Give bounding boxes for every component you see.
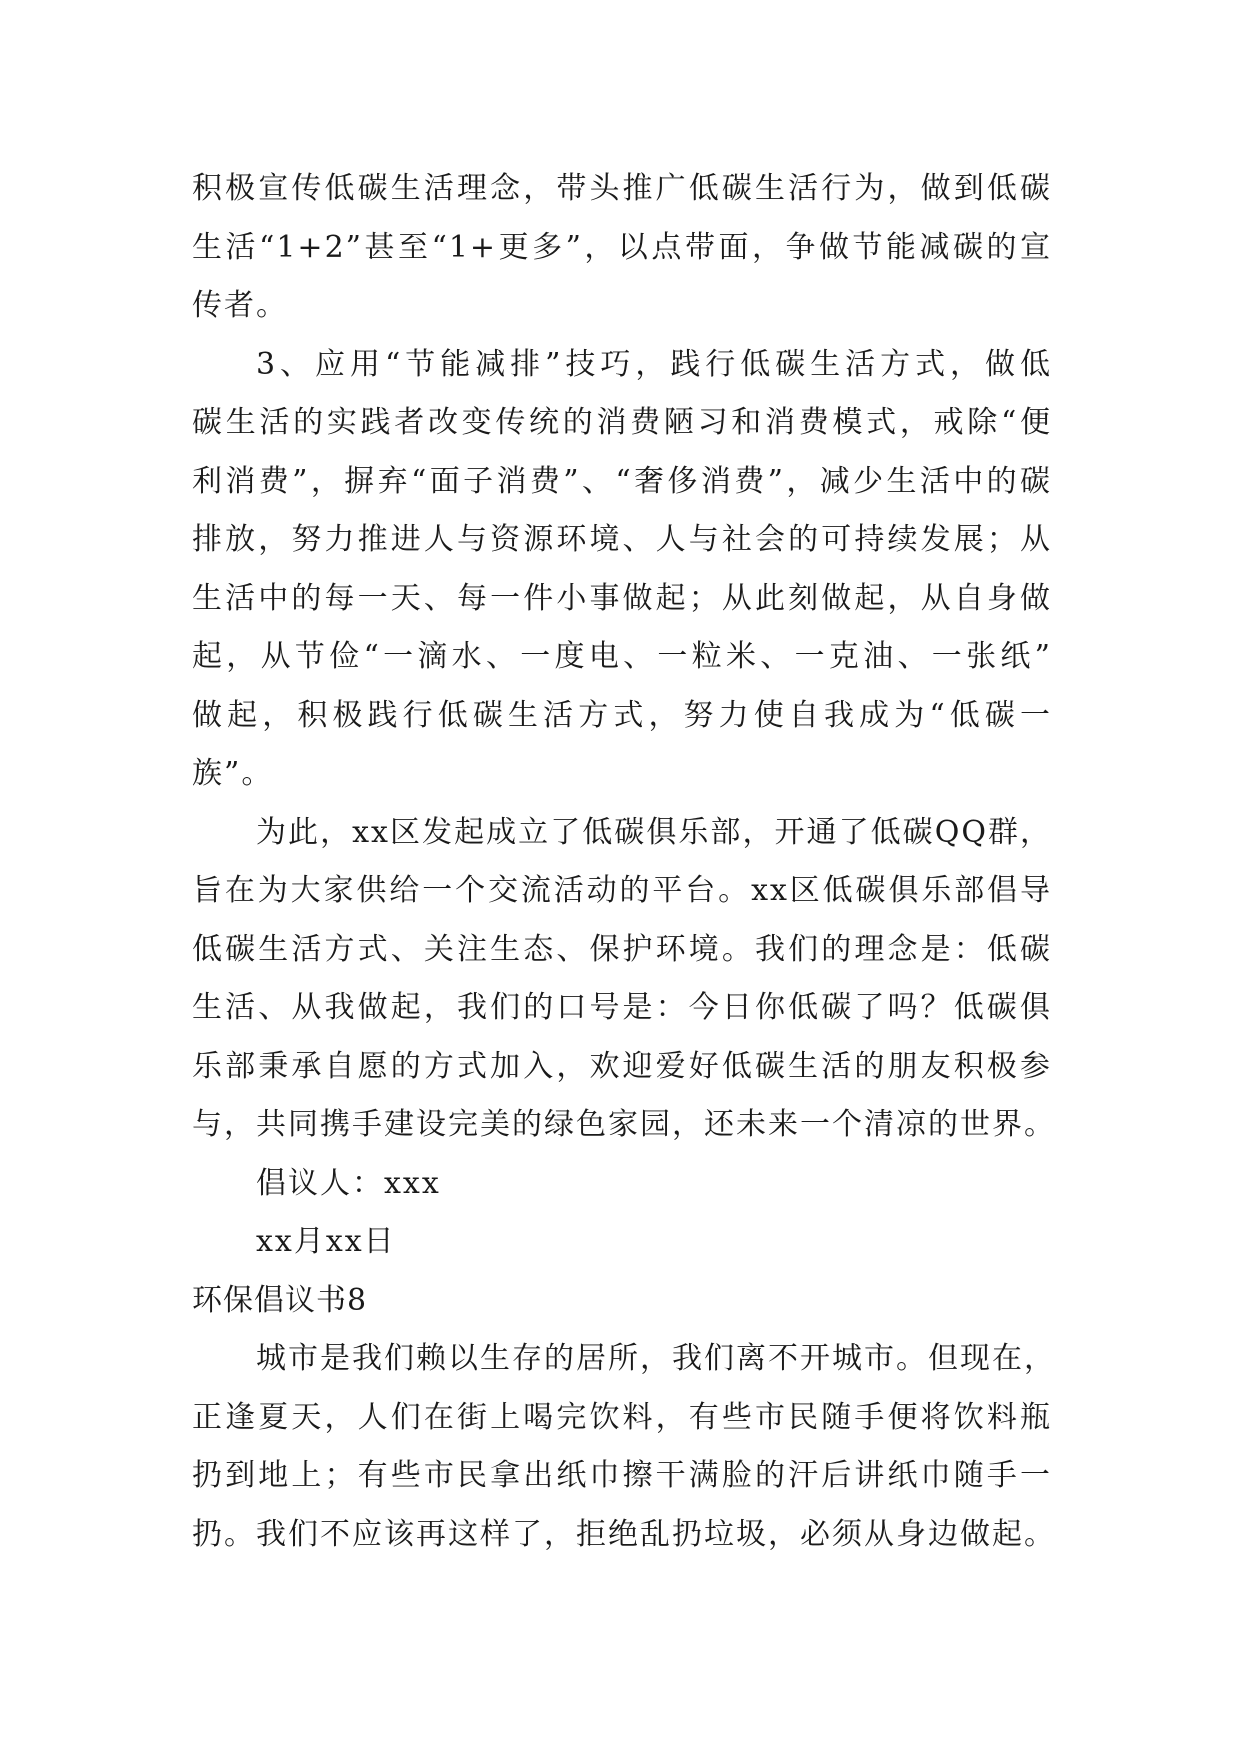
- text-line: 乐部秉承自愿的方式加入，欢迎爱好低碳生活的朋友积极参: [192, 1048, 1052, 1084]
- text-line: 扔。我们不应该再这样了，拒绝乱扔垃圾，必须从身边做起。: [192, 1516, 1056, 1552]
- paragraph: [192, 160, 1052, 336]
- text-line: 旨在为大家供给一个交流活动的平台。xx区低碳俱乐部倡导: [192, 873, 1052, 908]
- paragraph: [192, 804, 1056, 1155]
- text-line: 与，共同携手建设完美的绿色家园，还未来一个清凉的世界。: [192, 1107, 1056, 1142]
- signature-proposer: 倡议人：xxx: [256, 1165, 441, 1201]
- text-line: 低碳生活方式、关注生态、保护环境。我们的理念是：低碳: [192, 931, 1052, 967]
- text-line: 积极宣传低碳生活理念，带头推广低碳生活行为，做到低碳: [192, 171, 1052, 206]
- text-line: 起，从节俭“一滴水、一度电、一粒米、一克油、一张纸”: [192, 639, 1052, 674]
- document-body: [192, 160, 1056, 1564]
- text-line: 生活中的每一天、每一件小事做起；从此刻做起，从自身做: [192, 580, 1052, 616]
- text-line: 正逢夏天，人们在街上喝完饮料，有些市民随手便将饮料瓶: [192, 1399, 1052, 1435]
- signature-date: xx月xx日: [256, 1224, 396, 1259]
- paragraph: [192, 1330, 1056, 1564]
- section-title: 环保倡议书8: [192, 1282, 368, 1318]
- text-line: 生活“1+2”甚至“1+更多”，以点带面，争做节能减碳的宣: [192, 229, 1052, 265]
- text-line: 传者。: [192, 288, 288, 323]
- text-line: 生活、从我做起，我们的口号是：今日你低碳了吗？低碳俱: [192, 990, 1052, 1025]
- text-line: 做起，积极践行低碳生活方式，努力使自我成为“低碳一: [192, 697, 1052, 733]
- text-line: 排放，努力推进人与资源环境、人与社会的可持续发展；从: [192, 522, 1052, 557]
- text-line: 族”。: [192, 756, 274, 791]
- text-line: 扔到地上；有些市民拿出纸巾擦干满脸的汗后讲纸巾随手一: [192, 1458, 1052, 1493]
- text-line: 碳生活的实践者改变传统的消费陋习和消费模式，戒除“便: [192, 405, 1052, 440]
- paragraph: [192, 336, 1052, 804]
- text-line: 利消费”，摒弃“面子消费”、“奢侈消费”，减少生活中的碳: [192, 463, 1052, 499]
- text-line: 城市是我们赖以生存的居所，我们离不开城市。但现在，: [256, 1341, 1056, 1376]
- text-line: 为此，xx区发起成立了低碳俱乐部，开通了低碳QQ群，: [256, 814, 1052, 850]
- text-line: 3、应用“节能减排”技巧，践行低碳生活方式，做低: [256, 346, 1052, 382]
